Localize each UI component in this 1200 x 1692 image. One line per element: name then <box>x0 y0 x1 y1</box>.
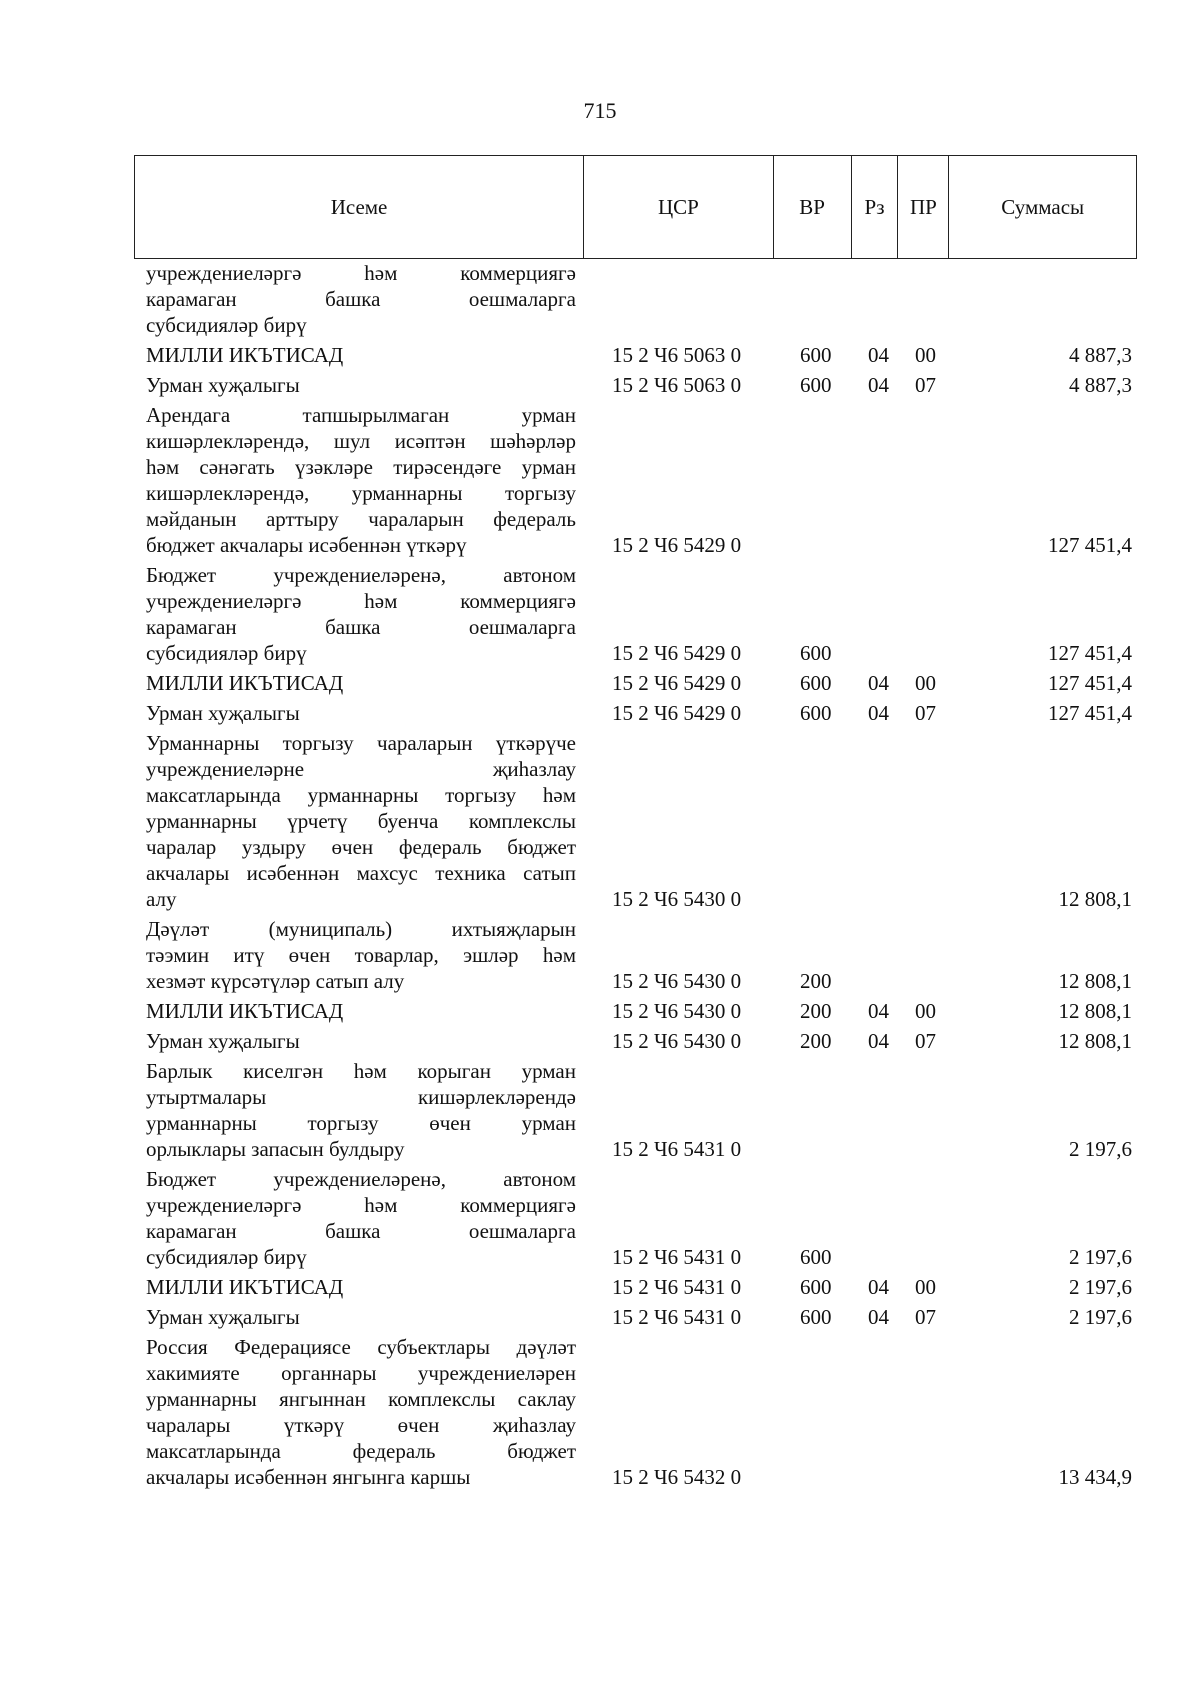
row-name-line: МИЛЛИ ИКЪТИСАД <box>146 999 344 1023</box>
row-vr: 600 <box>800 343 832 367</box>
row-name-line: чаралар уздыру өчен федераль бюджет <box>146 835 576 859</box>
table-row <box>0 670 1200 696</box>
row-sum: 4 887,3 <box>1069 373 1132 397</box>
row-vr: 600 <box>800 1245 832 1269</box>
table-row <box>0 402 1200 558</box>
row-vr: 600 <box>800 373 832 397</box>
table-row <box>0 1166 1200 1270</box>
row-sum: 12 808,1 <box>1058 969 1132 993</box>
row-sum: 2 197,6 <box>1069 1137 1132 1161</box>
row-name-line: учреждениеләрне җиһазлау <box>146 757 576 781</box>
table-row <box>0 342 1200 368</box>
row-rz: 04 <box>868 1029 889 1053</box>
row-name-line: МИЛЛИ ИКЪТИСАД <box>146 1275 344 1299</box>
row-rz: 04 <box>868 671 889 695</box>
row-name-line: хезмәт күрсәтүләр сатып алу <box>146 969 405 993</box>
row-name-line: субсидияләр бирү <box>146 641 307 665</box>
row-name-line: учреждениеләргә һәм коммерциягә <box>146 589 576 613</box>
row-vr: 200 <box>800 999 832 1023</box>
row-sum: 127 451,4 <box>1048 671 1132 695</box>
table-row <box>0 1304 1200 1330</box>
row-csr: 15 2 Ч6 5063 0 <box>612 343 742 367</box>
row-pr: 00 <box>915 343 936 367</box>
row-name <box>146 730 576 912</box>
table-row <box>0 1334 1200 1490</box>
row-name-line: кишәрлекләрендә, шул исәптән шәһәрләр <box>146 429 576 453</box>
row-csr: 15 2 Ч6 5429 0 <box>612 671 742 695</box>
row-vr: 600 <box>800 641 832 665</box>
table-row <box>0 998 1200 1024</box>
row-name-line: Урман хуҗалыгы <box>146 701 300 725</box>
header-sum: Суммасы <box>1001 194 1085 219</box>
row-csr: 15 2 Ч6 5429 0 <box>612 641 742 665</box>
row-csr: 15 2 Ч6 5430 0 <box>612 1029 742 1053</box>
row-pr: 07 <box>915 1305 936 1329</box>
row-pr: 07 <box>915 373 936 397</box>
row-name <box>146 260 576 338</box>
row-name <box>146 342 576 368</box>
row-csr: 15 2 Ч6 5063 0 <box>612 373 742 397</box>
header-name: Исеме <box>135 156 584 258</box>
row-name-line: Урман хуҗалыгы <box>146 373 300 397</box>
table-row <box>0 562 1200 666</box>
row-pr: 07 <box>915 1029 936 1053</box>
row-name <box>146 700 576 726</box>
row-pr: 00 <box>915 999 936 1023</box>
row-name-line: МИЛЛИ ИКЪТИСАД <box>146 343 344 367</box>
row-rz: 04 <box>868 373 889 397</box>
row-name-line: урманнарны торгызу өчен урман <box>146 1111 576 1135</box>
table-header <box>134 155 1137 259</box>
row-name <box>146 402 576 558</box>
row-name-line: һәм сәнәгать үзәкләре тирәсендәге урман <box>146 455 576 479</box>
row-sum: 12 808,1 <box>1058 1029 1132 1053</box>
row-name-line: учреждениеләргә һәм коммерциягә <box>146 1193 576 1217</box>
row-sum: 2 197,6 <box>1069 1275 1132 1299</box>
row-name-line: алу <box>146 887 177 911</box>
row-csr: 15 2 Ч6 5432 0 <box>612 1465 742 1489</box>
table-row <box>0 730 1200 912</box>
row-vr: 200 <box>800 969 832 993</box>
row-rz: 04 <box>868 1275 889 1299</box>
row-sum: 127 451,4 <box>1048 701 1132 725</box>
row-name <box>146 1058 576 1162</box>
row-csr: 15 2 Ч6 5430 0 <box>612 887 742 911</box>
row-name-line: утыртмалары кишәрлекләрендә <box>146 1085 576 1109</box>
row-sum: 2 197,6 <box>1069 1245 1132 1269</box>
row-name-line: максатларында федераль бюджет <box>146 1439 576 1463</box>
row-name-line: тәэмин итү өчен товарлар, эшләр һәм <box>146 943 576 967</box>
row-csr: 15 2 Ч6 5430 0 <box>612 999 742 1023</box>
row-csr: 15 2 Ч6 5430 0 <box>612 969 742 993</box>
row-vr: 200 <box>800 1029 832 1053</box>
row-name-line: МИЛЛИ ИКЪТИСАД <box>146 671 344 695</box>
row-name-line: Барлык киселгән һәм корыган урман <box>146 1059 576 1083</box>
row-csr: 15 2 Ч6 5431 0 <box>612 1305 742 1329</box>
row-name-line: бюджет акчалары исәбеннән үткәрү <box>146 533 467 557</box>
row-name-line: Арендага тапшырылмаган урман <box>146 403 576 427</box>
row-name-line: акчалары исәбеннән янгынга каршы <box>146 1465 471 1489</box>
row-pr: 00 <box>915 671 936 695</box>
table-row <box>0 700 1200 726</box>
row-name <box>146 998 576 1024</box>
table-row <box>0 372 1200 398</box>
row-name-line: субсидияләр бирү <box>146 1245 307 1269</box>
row-name <box>146 916 576 994</box>
row-rz: 04 <box>868 1305 889 1329</box>
row-name <box>146 1304 576 1330</box>
page-number: 715 <box>583 98 617 123</box>
row-name-line: урманнарны үрчетү буенча комплекслы <box>146 809 576 833</box>
row-name <box>146 670 576 696</box>
row-rz: 04 <box>868 999 889 1023</box>
row-vr: 600 <box>800 671 832 695</box>
row-sum: 127 451,4 <box>1048 641 1132 665</box>
header-pr: ПР <box>898 156 949 258</box>
header-vr: ВР <box>774 156 852 258</box>
table-row <box>0 1058 1200 1162</box>
row-vr: 600 <box>800 701 832 725</box>
row-csr: 15 2 Ч6 5431 0 <box>612 1137 742 1161</box>
row-name-line: Бюджет учреждениеләренә, автоном <box>146 563 576 587</box>
header-rz: Рз <box>852 156 899 258</box>
row-sum: 127 451,4 <box>1048 533 1132 557</box>
row-name-line: учреждениеләргә һәм коммерциягә <box>146 261 576 285</box>
row-name-line: хакимияте органнары учреждениеләрен <box>146 1361 576 1385</box>
row-name-line: Россия Федерациясе субъектлары дәүләт <box>146 1335 576 1359</box>
row-name-line: карамаган башка оешмаларга <box>146 615 576 639</box>
row-sum: 12 808,1 <box>1058 999 1132 1023</box>
row-vr: 600 <box>800 1305 832 1329</box>
row-name <box>146 1334 576 1490</box>
row-name <box>146 372 576 398</box>
row-name <box>146 1274 576 1300</box>
row-name-line: орлыклары запасын булдыру <box>146 1137 405 1161</box>
row-name-line: Урманнарны торгызу чараларын үткәрүче <box>146 731 576 755</box>
table-row <box>0 1274 1200 1300</box>
table-row <box>0 260 1200 338</box>
row-name-line: карамаган башка оешмаларга <box>146 1219 576 1243</box>
row-name <box>146 1028 576 1054</box>
row-name-line: Урман хуҗалыгы <box>146 1305 300 1329</box>
row-csr: 15 2 Ч6 5431 0 <box>612 1245 742 1269</box>
row-sum: 2 197,6 <box>1069 1305 1132 1329</box>
row-name-line: чаралары үткәрү өчен җиһазлау <box>146 1413 576 1437</box>
table-row <box>0 916 1200 994</box>
row-name-line: акчалары исәбеннән махсус техника сатып <box>146 861 576 885</box>
row-name-line: Бюджет учреждениеләренә, автоном <box>146 1167 576 1191</box>
row-name-line: урманнарны янгыннан комплекслы саклау <box>146 1387 576 1411</box>
row-name <box>146 1166 576 1270</box>
row-name-line: Урман хуҗалыгы <box>146 1029 300 1053</box>
row-vr: 600 <box>800 1275 832 1299</box>
row-name <box>146 562 576 666</box>
row-sum: 13 434,9 <box>1058 1465 1132 1489</box>
row-name-line: Дәүләт (муниципаль) ихтыяҗларын <box>146 917 576 941</box>
row-name-line: кишәрлекләрендә, урманнарны торгызу <box>146 481 576 505</box>
row-pr: 00 <box>915 1275 936 1299</box>
row-rz: 04 <box>868 701 889 725</box>
row-csr: 15 2 Ч6 5431 0 <box>612 1275 742 1299</box>
row-rz: 04 <box>868 343 889 367</box>
header-csr: ЦСР <box>584 156 774 258</box>
row-name-line: мәйданын арттыру чараларын федераль <box>146 507 576 531</box>
row-pr: 07 <box>915 701 936 725</box>
row-name-line: субсидияләр бирү <box>146 313 307 337</box>
row-name-line: карамаган башка оешмаларга <box>146 287 576 311</box>
row-sum: 12 808,1 <box>1058 887 1132 911</box>
row-csr: 15 2 Ч6 5429 0 <box>612 701 742 725</box>
row-name-line: максатларында урманнарны торгызу һәм <box>146 783 576 807</box>
row-sum: 4 887,3 <box>1069 343 1132 367</box>
row-csr: 15 2 Ч6 5429 0 <box>612 533 742 557</box>
table-row <box>0 1028 1200 1054</box>
